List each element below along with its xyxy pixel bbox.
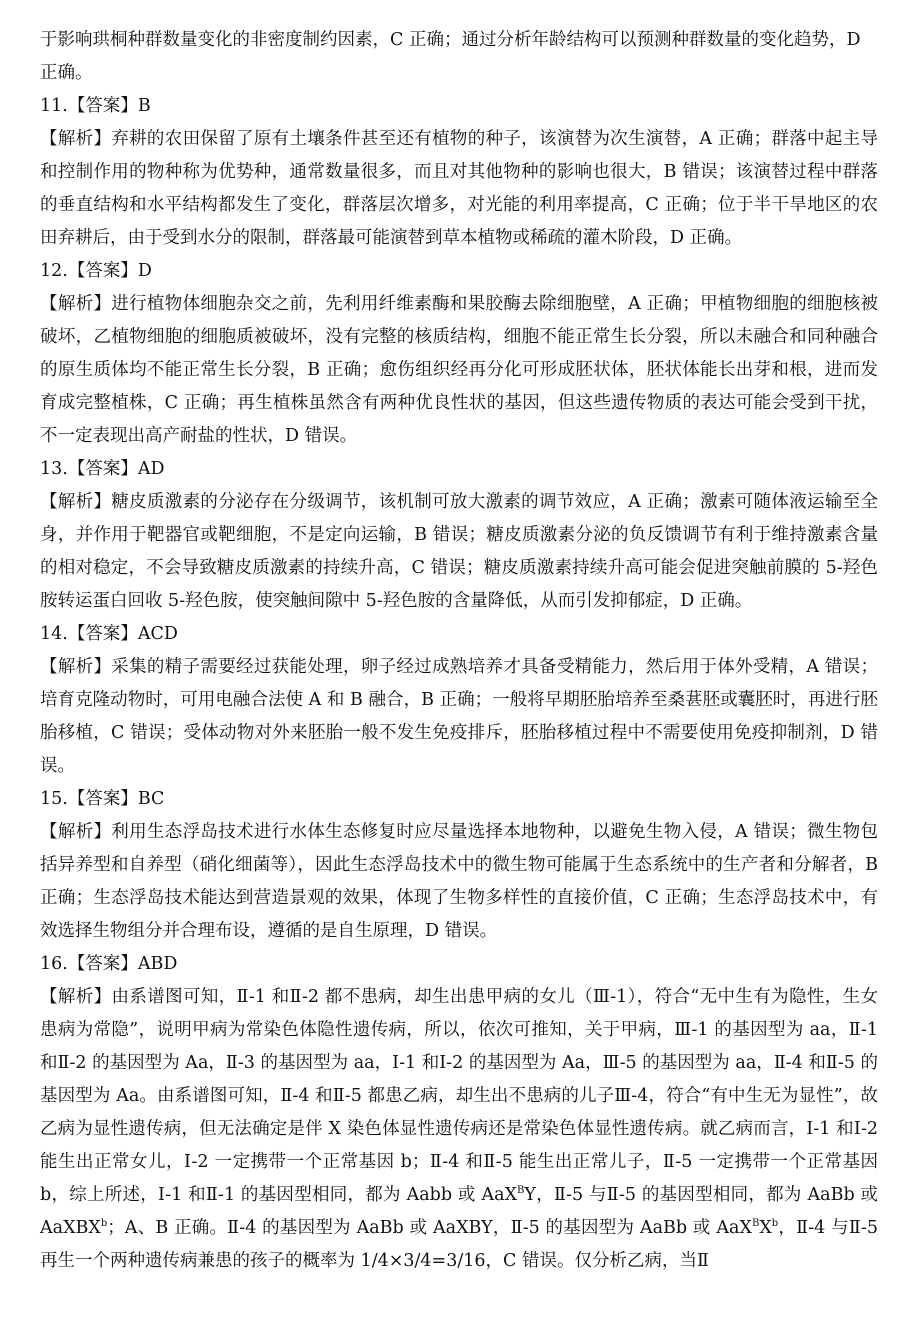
q15-analysis: 【解析】利用生态浮岛技术进行水体生态修复时应尽量选择本地物种，以避免生物入侵，A 错误；微生物包括异养型和自养型（硝化细菌等），因此生态浮岛技术中的微生物可能属于生态系统中的生产者和分解者，B 正确；生态浮岛技术能达到营造景观的效果，体现了生物多样性的直接价值，C 正确；生态浮岛技术中，有效选择生物组分并合理布设，遵循的是自生原理，D 错误。 (40, 822, 878, 941)
q16-sup-3: B (751, 1218, 760, 1229)
q16-analysis-seg1: 【解析】由系谱图可知，Ⅱ-1 和Ⅱ-2 都不患病，却生出患甲病的女儿（Ⅲ-1），符合“无中生有为隐性，生女患病为常隐”，说明甲病为常染色体隐性遗传病，所以，依次可推知，关于甲病，Ⅲ-1 的基因型为 aa，Ⅱ-1 和Ⅱ-2 的基因型为 Aa，Ⅱ-3 的基因型为 aa，Ⅰ-1 和Ⅰ-2 的基因型为 Aa，Ⅲ-5 的基因型为 aa，Ⅱ-4 和Ⅱ-5 的基因型为 Aa。由系谱图可知，Ⅱ-4 和Ⅱ-5 都患乙病，却生出不患病的儿子Ⅲ-4，符合“有中生无为显性”，故乙病为显性遗传病，但无法确定是伴 X 染色体显性遗传病还是常染色体显性遗传病。就乙病而言，Ⅰ-1 和Ⅰ-2 能生出正常女儿，Ⅰ-2 一定携带一个正常基因 b；Ⅱ-4 和Ⅱ-5 能生出正常儿子，Ⅱ-5 一定携带一个正常基因 b，综上所述，Ⅰ-1 和Ⅱ-1 的基因型相同，都为 Aabb 或 AaX (40, 987, 878, 1205)
q15-answer: 15.【答案】BC (40, 789, 165, 809)
q16-analysis-seg5: ，Ⅱ-4 与Ⅱ-5 再生一个两种遗传病兼患的孩子的概率为 1/4×3/4=3/16，C 错误。仅分析乙病，当Ⅱ (40, 1218, 878, 1271)
q16-sup-2: b (100, 1218, 108, 1229)
q11-answer: 11.【答案】B (40, 96, 151, 116)
q12-answer: 12.【答案】D (40, 261, 152, 281)
q16-answer: 16.【答案】ABD (40, 954, 178, 974)
q13-answer: 13.【答案】AD (40, 459, 165, 479)
q13-analysis: 【解析】糖皮质激素的分泌存在分级调节，该机制可放大激素的调节效应，A 正确；激素可随体液运输至全身，并作用于靶器官或靶细胞，不是定向运输，B 错误；糖皮质激素分泌的负反馈调节有利于维持激素含量的相对稳定，不会导致糖皮质激素的持续升高，C 错误；糖皮质激素持续升高可能会促进突触前膜的 5-羟色胺转运蛋白回收 5-羟色胺，使突触间隙中 5-羟色胺的含量降低，从而引发抑郁症，D 正确。 (40, 492, 878, 611)
q16-analysis-seg2: Y，Ⅱ-5 与Ⅱ-5 的基因型相同，都为 AaBb 或 AaXBX (40, 1185, 878, 1238)
q16-analysis (40, 981, 878, 1278)
q16-analysis-seg4: X (759, 1218, 772, 1238)
q14-analysis: 【解析】采集的精子需要经过获能处理，卵子经过成熟培养才具备受精能力，然后用于体外受精，A 错误；培育克隆动物时，可用电融合法使 A 和 B 融合，B 正确；一般将早期胚胎培养至桑葚胚或囊胚时，再进行胚胎移植，C 错误；受体动物对外来胚胎一般不发生免疫排斥，胚胎移植过程中不需要使用免疫抑制剂，D 错误。 (40, 657, 878, 776)
q14-answer: 14.【答案】ACD (40, 624, 178, 644)
intro-line-2: 正确。 (40, 63, 93, 83)
q16-sup-1: B (517, 1185, 525, 1196)
q11-analysis: 【解析】弃耕的农田保留了原有土壤条件甚至还有植物的种子，该演替为次生演替，A 正确；群落中起主导和控制作用的物种称为优势种，通常数量很多，而且对其他物种的影响也很大，B 错误；该演替过程中群落的垂直结构和水平结构都发生了变化，群落层次增多，对光能的利用率提高，C 正确；位于半干旱地区的农田弃耕后，由于受到水分的限制，群落最可能演替到草本植物或稀疏的灌木阶段，D 正确。 (40, 129, 878, 248)
q16-sup-4: b (771, 1218, 779, 1229)
q12-analysis: 【解析】进行植物体细胞杂交之前，先利用纤维素酶和果胶酶去除细胞壁，A 正确；甲植物细胞的细胞核被破坏，乙植物细胞的细胞质被破坏，没有完整的核质结构，细胞不能正常生长分裂，所以未融合和同种融合的原生质体均不能正常生长分裂，B 正确；愈伤组织经再分化可形成胚状体，胚状体能长出芽和根，进而发育成完整植株，C 正确；再生植株虽然含有两种优良性状的基因，但这些遗传物质的表达可能会受到干扰，不一定表现出高产耐盐的性状，D 错误。 (40, 294, 878, 446)
q16-analysis-seg3: ；A、B 正确。Ⅱ-4 的基因型为 AaBb 或 AaXBY，Ⅱ-5 的基因型为 AaBb 或 AaX (107, 1218, 752, 1238)
intro-line-1: 于影响珙桐种群数量变化的非密度制约因素，C 正确；通过分析年龄结构可以预测种群数量的变化趋势，D (40, 30, 861, 50)
